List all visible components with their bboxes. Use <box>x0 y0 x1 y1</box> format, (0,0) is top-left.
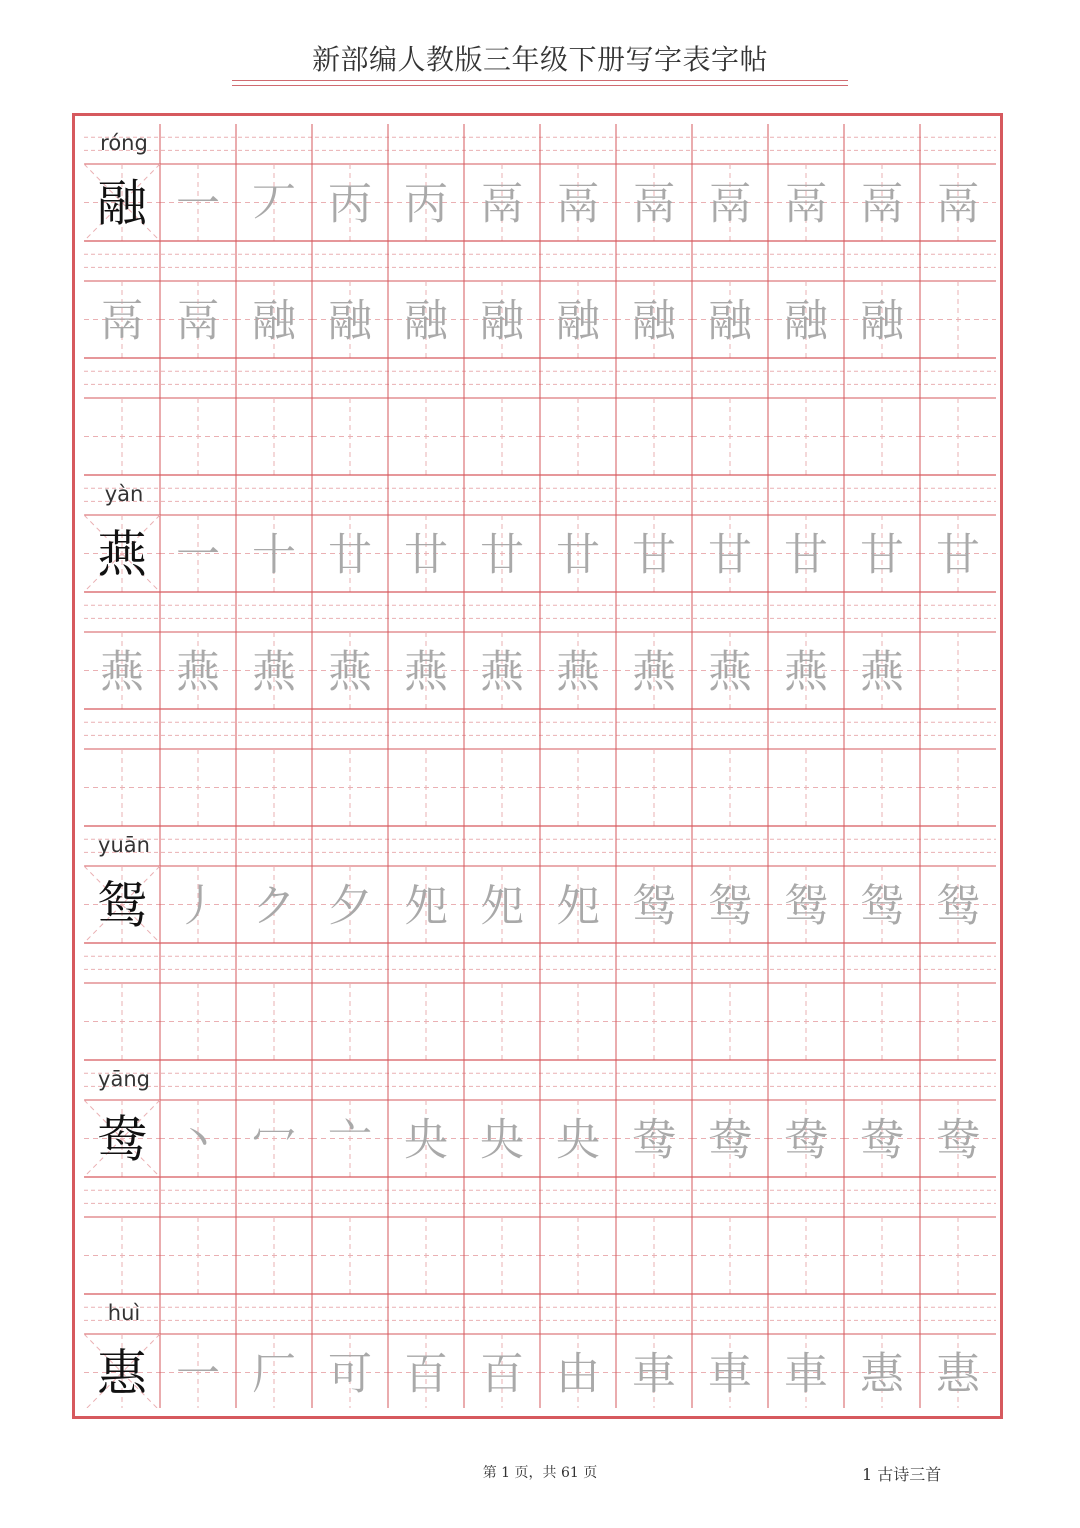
trace-character: 鬲 <box>860 178 904 230</box>
trace-character: 鬲 <box>708 178 752 230</box>
model-character: 融 <box>97 174 147 233</box>
trace-character: 央 <box>404 1114 448 1166</box>
trace-character: 燕 <box>632 646 676 698</box>
trace-character: ク <box>252 880 296 932</box>
trace-character: 鸳 <box>784 880 828 932</box>
title-underline <box>232 80 848 81</box>
trace-character: 燕 <box>556 646 600 698</box>
trace-character: 融 <box>252 295 296 347</box>
model-character: 鸳 <box>97 876 147 935</box>
trace-character: 融 <box>784 295 828 347</box>
model-character: 燕 <box>97 525 147 584</box>
trace-character: 鸯 <box>860 1114 904 1166</box>
trace-character: 鬲 <box>480 178 524 230</box>
trace-character: 一 <box>176 1348 220 1400</box>
trace-character: 融 <box>556 295 600 347</box>
trace-character: 丙 <box>404 178 448 230</box>
trace-character: 由 <box>556 1348 600 1400</box>
trace-character: 鸳 <box>632 880 676 932</box>
trace-character: 燕 <box>784 646 828 698</box>
pinyin-label: huì <box>107 1301 141 1325</box>
trace-character: 百 <box>404 1348 448 1400</box>
pinyin-label: yuān <box>98 833 150 857</box>
trace-character: 甘 <box>936 529 980 581</box>
page-title: 新部编人教版三年级下册写字表字帖 <box>311 43 768 76</box>
trace-character: 百 <box>480 1348 524 1400</box>
trace-character: 惠 <box>860 1348 904 1400</box>
trace-character: 央 <box>480 1114 524 1166</box>
trace-character: 夗 <box>556 880 600 932</box>
trace-character: 廿 <box>480 529 524 581</box>
trace-character: 廿 <box>404 529 448 581</box>
page-number: 第 1 页，共 61 页 <box>482 1465 598 1481</box>
pinyin-label: yàn <box>104 482 144 506</box>
trace-character: 鸯 <box>784 1114 828 1166</box>
trace-character: 丿 <box>176 880 220 932</box>
trace-character: 甘 <box>708 529 752 581</box>
trace-character: 鬲 <box>632 178 676 230</box>
lesson-label: 1 古诗三首 <box>862 1465 942 1484</box>
trace-character: 融 <box>328 295 372 347</box>
trace-character: 車 <box>784 1348 828 1400</box>
trace-character: 鸯 <box>632 1114 676 1166</box>
pinyin-label: róng <box>100 131 148 155</box>
trace-character: 鬲 <box>100 295 144 347</box>
trace-character: 鸳 <box>708 880 752 932</box>
trace-character: 燕 <box>252 646 296 698</box>
model-character: 惠 <box>97 1344 147 1403</box>
trace-character: 鬲 <box>784 178 828 230</box>
trace-character: 十 <box>252 529 296 581</box>
trace-character: 一 <box>176 178 220 230</box>
trace-character: 甘 <box>784 529 828 581</box>
trace-character: 丙 <box>328 178 372 230</box>
trace-character: 鬲 <box>176 295 220 347</box>
practice-grid <box>84 124 996 1408</box>
trace-character: 燕 <box>328 646 372 698</box>
trace-character: 燕 <box>860 646 904 698</box>
trace-character: 燕 <box>404 646 448 698</box>
trace-character: 夗 <box>480 880 524 932</box>
model-character: 鸯 <box>97 1110 147 1169</box>
trace-character: 夕 <box>328 880 372 932</box>
trace-character: 冖 <box>252 1114 296 1166</box>
trace-character: 甘 <box>632 529 676 581</box>
trace-character: 鸳 <box>860 880 904 932</box>
trace-character: 鸳 <box>936 880 980 932</box>
trace-character: 融 <box>632 295 676 347</box>
trace-character: 厂 <box>252 1348 296 1400</box>
trace-character: 燕 <box>708 646 752 698</box>
trace-character: 鬲 <box>936 178 980 230</box>
trace-character: 鸯 <box>708 1114 752 1166</box>
trace-character: 燕 <box>480 646 524 698</box>
title-underline-secondary <box>232 85 848 86</box>
trace-character: 惠 <box>936 1348 980 1400</box>
trace-character: 廿 <box>328 529 372 581</box>
trace-character: 融 <box>480 295 524 347</box>
trace-character: 鬲 <box>556 178 600 230</box>
trace-character: 丆 <box>252 178 296 230</box>
trace-character: 融 <box>404 295 448 347</box>
trace-character: 鸯 <box>936 1114 980 1166</box>
trace-character: 廿 <box>556 529 600 581</box>
trace-character: 車 <box>708 1348 752 1400</box>
trace-character: 一 <box>176 529 220 581</box>
trace-character: 車 <box>632 1348 676 1400</box>
trace-character: 甘 <box>860 529 904 581</box>
trace-character: 燕 <box>176 646 220 698</box>
trace-character: 燕 <box>100 646 144 698</box>
trace-character: 融 <box>708 295 752 347</box>
pinyin-label: yāng <box>98 1067 150 1091</box>
trace-character: 亠 <box>328 1114 372 1166</box>
trace-character: 央 <box>556 1114 600 1166</box>
trace-character: 丶 <box>176 1114 220 1166</box>
trace-character: 融 <box>860 295 904 347</box>
trace-character: 可 <box>328 1348 372 1400</box>
trace-character: 夗 <box>404 880 448 932</box>
